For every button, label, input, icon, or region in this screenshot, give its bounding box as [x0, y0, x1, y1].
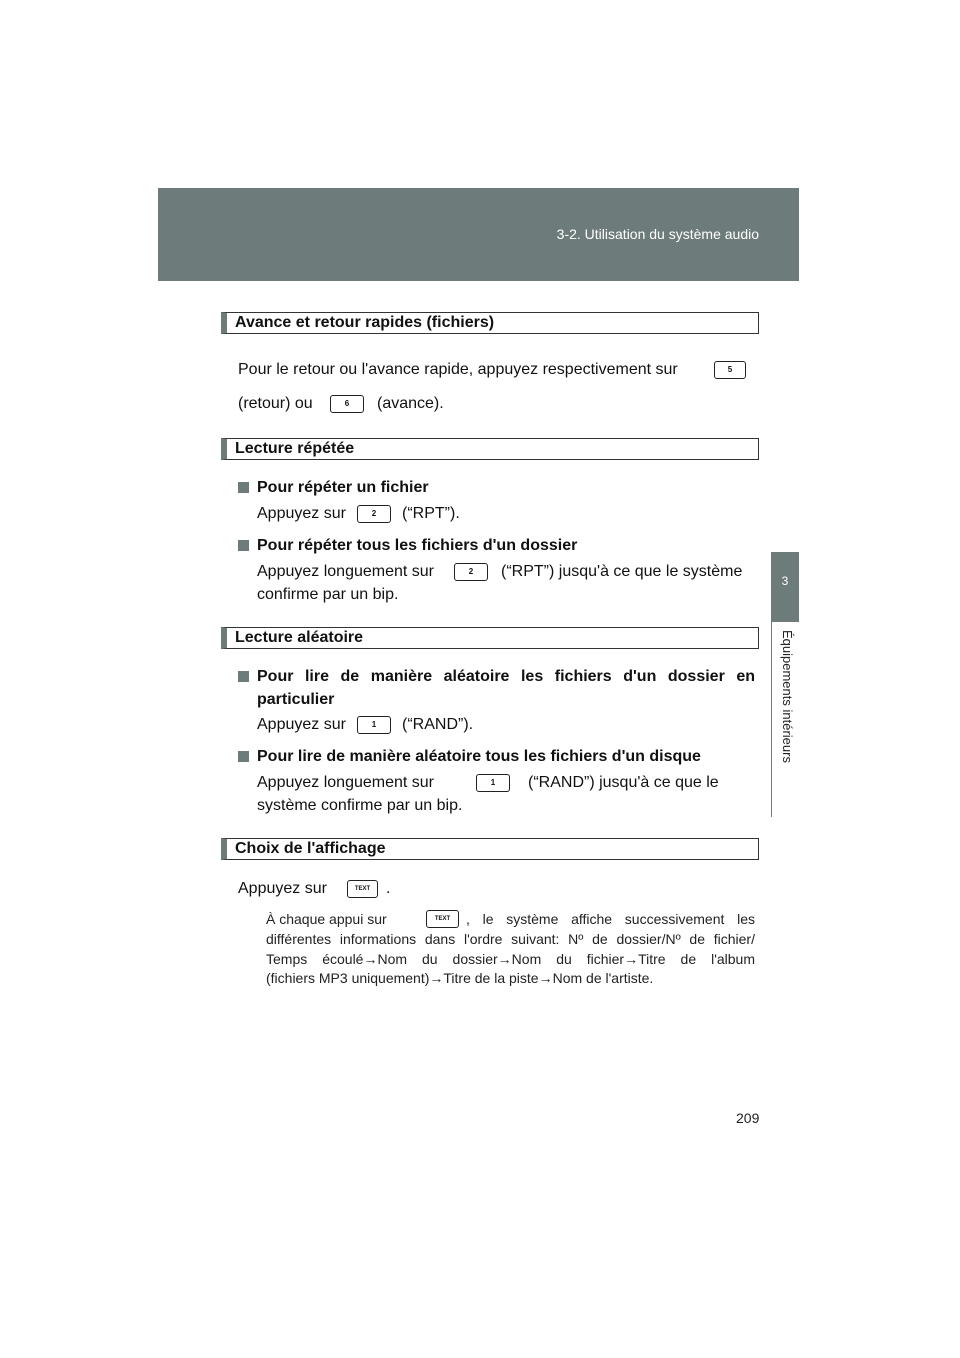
display-note-4: (fichiers MP3 uniquement)→Titre de la piste→Nom de l'artiste. — [266, 970, 654, 986]
repeat-b2-title: Pour répéter tous les fichiers d'un dossier — [257, 537, 578, 554]
random-b1-title-2: particulier — [257, 691, 335, 708]
bullet-square-icon — [238, 671, 249, 682]
ff-line1: Pour le retour ou l'avance rapide, appuyez respectivement sur — [238, 361, 678, 378]
key-2-icon: 2 — [454, 563, 488, 581]
key-5-icon: 5 — [714, 361, 746, 379]
random-b2-title: Pour lire de manière aléatoire tous les fichiers d'un disque — [257, 748, 701, 765]
chapter-label: Équipements intérieurs — [780, 630, 795, 763]
repeat-b2-c: confirme par un bip. — [257, 586, 399, 603]
display-note-2: différentes informations dans l'ordre suivant: Nº de dossier/Nº de fichier/ — [266, 931, 755, 947]
key-6-icon: 6 — [330, 395, 364, 413]
repeat-b1-title: Pour répéter un fichier — [257, 479, 429, 496]
page-number: 209 — [736, 1110, 760, 1126]
key-text-icon: TEXT — [426, 910, 459, 928]
repeat-b2-b: (“RPT”) jusqu'à ce que le système — [501, 563, 743, 580]
display-line-b: . — [386, 880, 391, 897]
random-b2-c: système confirme par un bip. — [257, 797, 463, 814]
ff-line2a: (retour) ou — [238, 395, 313, 412]
key-2-icon: 2 — [357, 505, 391, 523]
bullet-square-icon — [238, 540, 249, 551]
bullet-square-icon — [238, 751, 249, 762]
ff-line2b: (avance). — [377, 395, 444, 412]
heading-repeat-text: Lecture répétée — [235, 440, 355, 457]
key-1-icon: 1 — [476, 774, 510, 792]
random-b2-b: (“RAND”) jusqu'à ce que le — [528, 774, 719, 791]
repeat-b2-a: Appuyez longuement sur — [257, 563, 434, 580]
header-band — [158, 188, 799, 281]
heading-random — [221, 627, 759, 649]
chapter-tab — [771, 552, 799, 622]
key-1-icon: 1 — [357, 716, 391, 734]
display-note-1b: , le système affiche successivement les — [466, 911, 755, 927]
chapter-number: 3 — [781, 574, 789, 588]
heading-fast-forward-text: Avance et retour rapides (fichiers) — [235, 314, 495, 331]
repeat-b1-a: Appuyez sur — [257, 505, 346, 522]
heading-display-text: Choix de l'affichage — [235, 840, 386, 857]
random-b1-b: (“RAND”). — [402, 716, 474, 733]
heading-repeat — [221, 438, 759, 460]
heading-fast-forward — [221, 312, 759, 334]
display-note-3: Temps écoulé→Nom du dossier→Nom du fichier→Titre de l'album — [266, 951, 755, 967]
display-note-1a: À chaque appui sur — [266, 911, 387, 927]
repeat-b1-b: (“RPT”). — [402, 505, 460, 522]
heading-display — [221, 838, 759, 860]
section-label: 3-2. Utilisation du système audio — [556, 226, 759, 242]
bullet-square-icon — [238, 482, 249, 493]
random-b1-a: Appuyez sur — [257, 716, 346, 733]
random-b1-title-1: Pour lire de manière aléatoire les fichiers d'un dossier en — [257, 668, 755, 685]
random-b2-a: Appuyez longuement sur — [257, 774, 434, 791]
heading-random-text: Lecture aléatoire — [235, 629, 364, 646]
display-line-a: Appuyez sur — [238, 880, 327, 897]
key-text-icon: TEXT — [347, 880, 378, 898]
